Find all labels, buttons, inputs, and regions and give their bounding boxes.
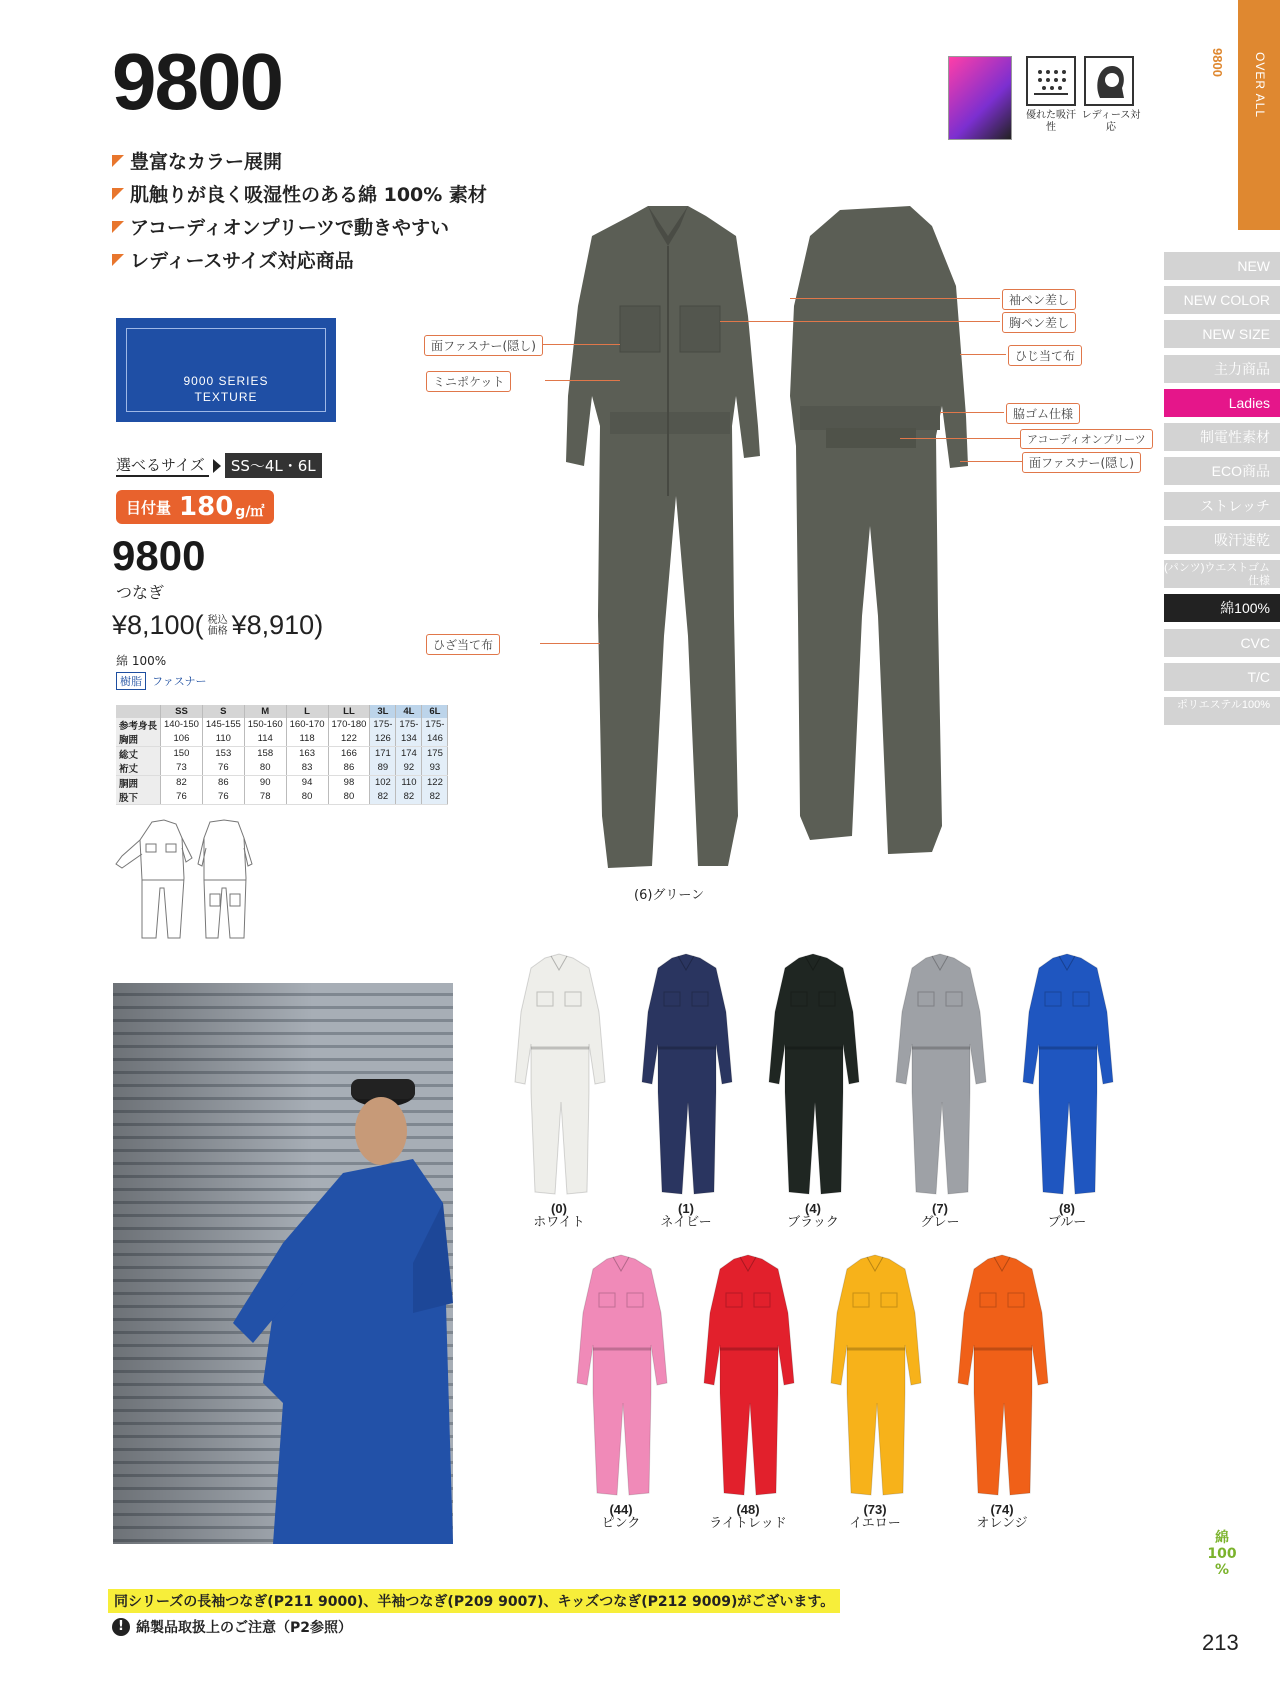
- size-table-row: [116, 761, 448, 776]
- size-table-cell: 175: [422, 746, 448, 761]
- size-table-cell: 86: [328, 761, 370, 776]
- model-number: 9800: [112, 532, 206, 579]
- size-table-cell: 134: [396, 732, 422, 747]
- category-tag: NEW: [1164, 252, 1280, 280]
- size-table-row-label: 参考身長: [116, 718, 161, 732]
- callout-accordion-pleats: アコーディオンプリーツ: [1020, 429, 1153, 449]
- series-note: 同シリーズの長袖つなぎ(P211 9000)、半袖つなぎ(P209 9007)、キッズつなぎ(P212 9009)がございます。: [108, 1589, 840, 1613]
- size-table-cell: 174: [396, 746, 422, 761]
- triangle-bullet-icon: [112, 254, 124, 266]
- category-tag: ECO商品: [1164, 457, 1280, 485]
- size-table-cell: 158: [244, 746, 286, 761]
- size-table-header: [116, 705, 161, 718]
- size-table-cell: 82: [396, 790, 422, 805]
- size-table-cell: 171: [370, 746, 396, 761]
- size-table-header: LL: [328, 705, 370, 718]
- main-garment-front: [548, 196, 778, 872]
- size-table-cell: 110: [396, 775, 422, 790]
- category-tag: ストレッチ: [1164, 492, 1280, 520]
- category-tag: Ladies: [1164, 389, 1280, 417]
- size-table-header: L: [286, 705, 328, 718]
- size-table-cell: 126: [370, 732, 396, 747]
- size-range: 選べるサイズ SS〜4L・6L: [116, 453, 322, 478]
- size-table-cell: 153: [202, 746, 244, 761]
- size-table-cell: 163: [286, 746, 328, 761]
- leader-line: [545, 380, 620, 381]
- size-table-row-label: 胴囲: [116, 775, 161, 790]
- size-table-cell: 106: [161, 732, 203, 747]
- size-table-cell: 78: [244, 790, 286, 805]
- size-table-cell: 175-: [422, 718, 448, 732]
- color-caption: (4) ブラック: [787, 1201, 839, 1230]
- ladies-caption: レディース対応: [1081, 110, 1141, 133]
- color-caption: (44) ピンク: [601, 1502, 641, 1531]
- section-model: 9800: [1210, 48, 1225, 77]
- category-tag: ポリエステル100%: [1164, 697, 1280, 725]
- fastener-info: 樹脂 ファスナー: [116, 672, 207, 690]
- size-table-cell: 92: [396, 761, 422, 776]
- color-caption: (0) ホワイト: [533, 1201, 585, 1230]
- category-tag: 綿100%: [1164, 594, 1280, 622]
- exclamation-icon: !: [112, 1618, 130, 1636]
- size-table-cell: 82: [161, 775, 203, 790]
- size-table-cell: 80: [328, 790, 370, 805]
- size-table-row: [116, 732, 448, 747]
- size-table-cell: 122: [422, 775, 448, 790]
- callout-chest-pen: 胸ペン差し: [1002, 312, 1076, 333]
- size-table-header: SS: [161, 705, 203, 718]
- leader-line: [720, 321, 1000, 322]
- feature-item: アコーディオンプリーツで動きやすい: [112, 210, 487, 243]
- triangle-bullet-icon: [112, 155, 124, 167]
- callout-elbow-patch: ひじ当て布: [1008, 345, 1082, 366]
- color-swatch: [825, 1253, 925, 1503]
- category-tag: (パンツ)ウエストゴム仕様: [1164, 560, 1280, 588]
- size-table-cell: 83: [286, 761, 328, 776]
- size-table-cell: 175-: [370, 718, 396, 732]
- ladies-icon: [1084, 56, 1134, 106]
- model-photo: [113, 983, 453, 1544]
- color-swatch: [698, 1253, 798, 1503]
- size-table-cell: 114: [244, 732, 286, 747]
- feature-item: 豊富なカラー展開: [112, 144, 487, 177]
- size-table-cell: 122: [328, 732, 370, 747]
- sweat-absorb-caption: 優れた吸汗性: [1026, 110, 1076, 133]
- size-table-header: M: [244, 705, 286, 718]
- color-caption: (48) ライトレッド: [709, 1502, 787, 1531]
- leader-line: [940, 412, 1004, 413]
- color-swatch: [952, 1253, 1052, 1503]
- size-table-cell: 146: [422, 732, 448, 747]
- color-swatch: [571, 1253, 671, 1503]
- size-table-cell: 93: [422, 761, 448, 776]
- size-table-cell: 82: [370, 790, 396, 805]
- size-table-row-label: 裄丈: [116, 761, 161, 776]
- size-table-header: 6L: [422, 705, 448, 718]
- section-tab: OVER ALL: [1238, 0, 1280, 230]
- size-table-cell: 94: [286, 775, 328, 790]
- size-table-cell: 170-180: [328, 718, 370, 732]
- triangle-bullet-icon: [112, 221, 124, 233]
- size-table-cell: 73: [161, 761, 203, 776]
- size-table-cell: 160-170: [286, 718, 328, 732]
- size-table-cell: 98: [328, 775, 370, 790]
- cotton-badge: 綿 100 %: [1207, 1530, 1237, 1578]
- size-table-header: 3L: [370, 705, 396, 718]
- callout-mini-pocket: ミニポケット: [426, 371, 511, 392]
- size-table-cell: 76: [202, 790, 244, 805]
- feature-item: レディースサイズ対応商品: [112, 243, 487, 276]
- main-color-caption: (6)グリーン: [634, 888, 705, 903]
- size-table-cell: 102: [370, 775, 396, 790]
- callout-face-fastener-back: 面ファスナー(隠し): [1022, 452, 1141, 473]
- catalog-cover-thumbnail: [948, 56, 1012, 140]
- price: ¥8,100 ( 税込 価格 ¥8,910 ): [112, 610, 324, 640]
- size-table-row: [116, 790, 448, 805]
- leader-line: [790, 298, 1000, 299]
- size-table-cell: 150: [161, 746, 203, 761]
- material: 綿 100%: [116, 654, 167, 668]
- color-caption: (8) ブルー: [1047, 1201, 1087, 1230]
- size-table-row: [116, 775, 448, 790]
- callout-sleeve-pen: 袖ペン差し: [1002, 289, 1076, 310]
- size-table-cell: 90: [244, 775, 286, 790]
- size-table-cell: 118: [286, 732, 328, 747]
- fabric-weight-badge: 目付量 180 g/㎡: [116, 490, 274, 524]
- color-swatch: [763, 952, 863, 1202]
- size-table-cell: 140-150: [161, 718, 203, 732]
- size-table-cell: 175-: [396, 718, 422, 732]
- arrow-right-icon: [213, 459, 221, 473]
- size-table-cell: 110: [202, 732, 244, 747]
- care-warning: ! 綿製品取扱上のご注意（P2参照）: [112, 1617, 352, 1637]
- size-table-cell: 145-155: [202, 718, 244, 732]
- color-caption: (1) ネイビー: [660, 1201, 712, 1230]
- size-table-cell: 82: [422, 790, 448, 805]
- line-drawing: [112, 818, 262, 956]
- size-table-row-label: 胸囲: [116, 732, 161, 747]
- size-table-cell: 89: [370, 761, 396, 776]
- category-tag: CVC: [1164, 629, 1280, 657]
- size-table-header: 4L: [396, 705, 422, 718]
- leader-line: [960, 461, 1022, 462]
- feature-item: 肌触りが良く吸湿性のある綿 100% 素材: [112, 177, 487, 210]
- size-table-cell: 76: [161, 790, 203, 805]
- product-heading: 9800: [112, 37, 282, 126]
- color-caption: (7) グレー: [920, 1201, 960, 1230]
- feature-list: [112, 144, 487, 276]
- color-caption: (73) イエロー: [849, 1502, 901, 1531]
- category-tag: 吸汗速乾: [1164, 526, 1280, 554]
- size-table-cell: 76: [202, 761, 244, 776]
- callout-knee-patch: ひざ当て布: [426, 634, 500, 655]
- size-table-cell: 166: [328, 746, 370, 761]
- leader-line: [540, 344, 620, 345]
- callout-face-fastener: 面ファスナー(隠し): [424, 335, 543, 356]
- size-table-cell: 150-160: [244, 718, 286, 732]
- category-tag: NEW COLOR: [1164, 286, 1280, 314]
- category-tag: 主力商品: [1164, 355, 1280, 383]
- page-number: 213: [1202, 1630, 1239, 1655]
- leader-line: [960, 354, 1006, 355]
- size-table-header: S: [202, 705, 244, 718]
- size-table-cell: 80: [244, 761, 286, 776]
- size-table-row-label: 総丈: [116, 746, 161, 761]
- category-tag: NEW SIZE: [1164, 320, 1280, 348]
- texture-swatch: 9000 SERIES TEXTURE: [116, 318, 336, 422]
- leader-line: [900, 438, 1020, 439]
- size-table-cell: 80: [286, 790, 328, 805]
- callout-side-elastic: 脇ゴム仕様: [1006, 403, 1080, 424]
- size-table: [116, 705, 448, 805]
- triangle-bullet-icon: [112, 188, 124, 200]
- product-type: つなぎ: [116, 583, 165, 602]
- color-swatch: [1017, 952, 1117, 1202]
- category-tag: 制電性素材: [1164, 423, 1280, 451]
- sweat-absorb-icon: [1026, 56, 1076, 106]
- main-garment-back: [770, 196, 980, 856]
- leader-line: [540, 643, 600, 644]
- size-table-row: [116, 746, 448, 761]
- color-swatch: [509, 952, 609, 1202]
- size-table-cell: 86: [202, 775, 244, 790]
- category-tag: T/C: [1164, 663, 1280, 691]
- color-swatch: [636, 952, 736, 1202]
- size-table-row: [116, 718, 448, 732]
- size-table-row-label: 股下: [116, 790, 161, 805]
- color-swatch: [890, 952, 990, 1202]
- color-caption: (74) オレンジ: [976, 1502, 1028, 1531]
